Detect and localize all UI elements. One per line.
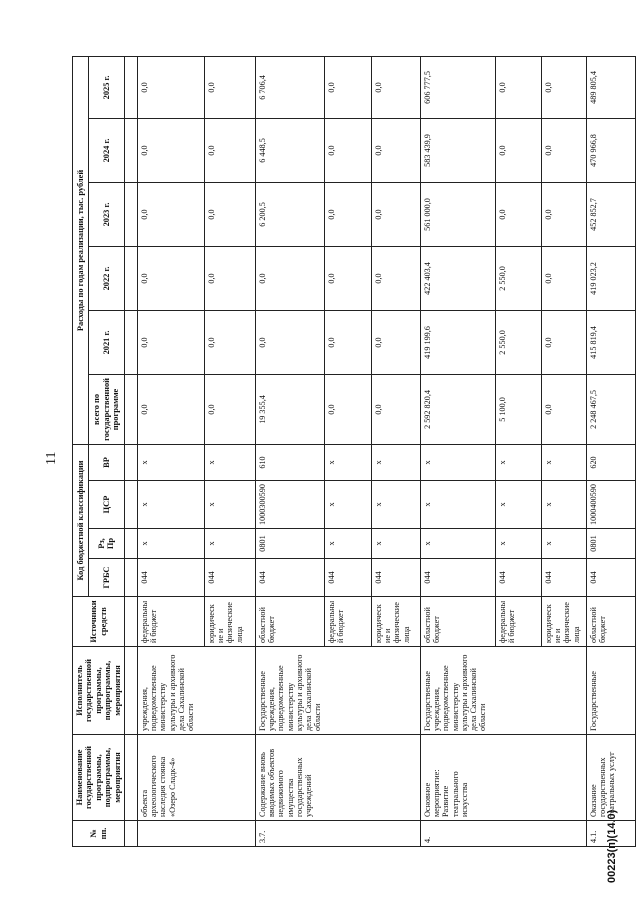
- cell-2022: 0,0: [542, 246, 587, 310]
- cell-rzpr: х: [205, 529, 256, 559]
- cell-source: областной бюджет: [587, 597, 636, 647]
- cell-executor: учреждения, подведомственные министерству культуры и архивного дела Сахалинской области: [138, 647, 256, 735]
- cell-csr: х: [138, 481, 205, 529]
- cell-2022: 0,0: [138, 246, 205, 310]
- cell-2021: 0,0: [372, 310, 421, 374]
- cell-grbs: 044: [587, 559, 636, 597]
- cell-executor: Государственные учреждения, подведомственные министерству культуры и архивного дела Сахалинской области: [421, 647, 587, 735]
- cell-vr: х: [325, 444, 372, 480]
- cell-rzpr: х: [421, 529, 496, 559]
- header-name: Наименование государственной программы, подпрограммы, мероприятия: [73, 735, 125, 821]
- cell-2022: 0,0: [325, 246, 372, 310]
- cell-2021: 419 199,6: [421, 310, 496, 374]
- cell-rzpr: х: [372, 529, 421, 559]
- cell-csr: х: [325, 481, 372, 529]
- cell-grbs: 044: [542, 559, 587, 597]
- cell-rzpr: х: [325, 529, 372, 559]
- page-number: 11: [44, 451, 59, 465]
- cell-vr: х: [138, 444, 205, 480]
- cell-2021: 2 550,0: [496, 310, 542, 374]
- cell-grbs: 044: [372, 559, 421, 597]
- cell-rzpr: х: [496, 529, 542, 559]
- cell-2024: 0,0: [542, 118, 587, 182]
- cell-source: юридические и физические лица: [205, 597, 256, 647]
- cell-source: областной бюджет: [421, 597, 496, 647]
- cell-total: 2 592 820,4: [421, 374, 496, 444]
- cell-2023: 0,0: [138, 182, 205, 246]
- cell-2021: 0,0: [205, 310, 256, 374]
- cell-source: областной бюджет: [256, 597, 325, 647]
- header-source: Источники средств: [73, 597, 125, 647]
- cell-2024: 583 439,9: [421, 118, 496, 182]
- cell-2023: 0,0: [542, 182, 587, 246]
- cell-name: Содержание вновь вводимых объектов недвижимого имущества государственных учреждений: [256, 735, 421, 821]
- cell-csr: 1000300590: [256, 481, 325, 529]
- cell-2024: 0,0: [372, 118, 421, 182]
- cell-num: 3.7.: [256, 821, 421, 847]
- header-vr: ВР: [88, 444, 124, 480]
- header-2024: 2024 г.: [88, 118, 124, 182]
- cell-total: 0,0: [205, 374, 256, 444]
- cell-grbs: 044: [325, 559, 372, 597]
- cell-grbs: 044: [256, 559, 325, 597]
- table-row: [138, 56, 205, 846]
- header-grbs: ГРБС: [88, 559, 124, 597]
- cell-2025: 0,0: [542, 56, 587, 118]
- cell-csr: х: [542, 481, 587, 529]
- cell-rzpr: 0801: [256, 529, 325, 559]
- cell-total: 5 100,0: [496, 374, 542, 444]
- cell-2025: 606 777,5: [421, 56, 496, 118]
- cell-2022: 2 550,0: [496, 246, 542, 310]
- cell-total: 0,0: [138, 374, 205, 444]
- cell-2023: 0,0: [496, 182, 542, 246]
- cell-rzpr: 0801: [587, 529, 636, 559]
- cell-source: юридические и физические лица: [542, 597, 587, 647]
- cell-2024: 0,0: [138, 118, 205, 182]
- cell-2023: 0,0: [372, 182, 421, 246]
- cell-2025: 489 805,4: [587, 56, 636, 118]
- cell-2025: 0,0: [372, 56, 421, 118]
- cell-2024: 470 966,8: [587, 118, 636, 182]
- spacer-row: [125, 56, 138, 846]
- cell-2021: 0,0: [542, 310, 587, 374]
- cell-vr: х: [205, 444, 256, 480]
- cell-csr: х: [205, 481, 256, 529]
- cell-source: федеральный бюджет: [325, 597, 372, 647]
- cell-source: юридические и физические лица: [372, 597, 421, 647]
- cell-num: 4.1.: [587, 821, 636, 847]
- cell-executor: Государственные учреждения, подведомственные министерству культуры и архивного дела Сахалинской области: [256, 647, 421, 735]
- cell-csr: х: [496, 481, 542, 529]
- cell-2022: 0,0: [205, 246, 256, 310]
- cell-vr: х: [372, 444, 421, 480]
- cell-num: [138, 821, 256, 847]
- cell-name: Основное мероприятие: Развитие театрального искусства: [421, 735, 587, 821]
- expenditure-table: [72, 56, 636, 847]
- cell-vr: х: [496, 444, 542, 480]
- cell-2021: 0,0: [138, 310, 205, 374]
- cell-name: объекта археологического наследия стоянка «Озеро Сладк-4»: [138, 735, 256, 821]
- cell-vr: х: [542, 444, 587, 480]
- cell-2025: 0,0: [325, 56, 372, 118]
- cell-grbs: 044: [421, 559, 496, 597]
- cell-2022: 0,0: [372, 246, 421, 310]
- cell-num: 4.: [421, 821, 587, 847]
- header-2021: 2021 г.: [88, 310, 124, 374]
- cell-vr: х: [421, 444, 496, 480]
- cell-rzpr: х: [138, 529, 205, 559]
- cell-vr: 610: [256, 444, 325, 480]
- cell-grbs: 044: [138, 559, 205, 597]
- cell-2022: 0,0: [256, 246, 325, 310]
- header-num: № пп.: [73, 821, 125, 847]
- cell-2025: 0,0: [205, 56, 256, 118]
- header-budget-code-group: Код бюджетной классификации: [73, 444, 89, 596]
- cell-total: 2 248 467,5: [587, 374, 636, 444]
- cell-csr: 1000400590: [587, 481, 636, 529]
- cell-vr: 620: [587, 444, 636, 480]
- cell-2023: 561 000,0: [421, 182, 496, 246]
- document-code: 00223(п)(14.0): [606, 809, 618, 883]
- header-executor: Исполнитель государственной программы, подпрограммы, мероприятия: [73, 647, 125, 735]
- cell-2024: 0,0: [496, 118, 542, 182]
- cell-rzpr: х: [542, 529, 587, 559]
- header-2025: 2025 г.: [88, 56, 124, 118]
- cell-2021: 415 819,4: [587, 310, 636, 374]
- cell-2021: 0,0: [325, 310, 372, 374]
- header-row-top: [73, 56, 89, 846]
- cell-csr: х: [372, 481, 421, 529]
- cell-executor: Государственные: [587, 647, 636, 735]
- cell-total: 0,0: [372, 374, 421, 444]
- cell-2022: 419 023,2: [587, 246, 636, 310]
- cell-2025: 0,0: [496, 56, 542, 118]
- cell-2022: 422 403,4: [421, 246, 496, 310]
- cell-csr: х: [421, 481, 496, 529]
- header-expenses-group: Расходы по годам реализации, тыс. рублей: [73, 56, 89, 444]
- cell-2023: 0,0: [325, 182, 372, 246]
- cell-2025: 0,0: [138, 56, 205, 118]
- cell-2024: 6 448,5: [256, 118, 325, 182]
- cell-2023: 6 200,5: [256, 182, 325, 246]
- header-total: всего по государственной программе: [88, 374, 124, 444]
- table-row: [587, 56, 636, 846]
- cell-source: федеральный бюджет: [496, 597, 542, 647]
- table-row: [421, 56, 496, 846]
- cell-2023: 0,0: [205, 182, 256, 246]
- cell-2025: 6 706,4: [256, 56, 325, 118]
- cell-2023: 452 852,7: [587, 182, 636, 246]
- cell-total: 0,0: [325, 374, 372, 444]
- cell-source: федеральный бюджет: [138, 597, 205, 647]
- cell-2024: 0,0: [205, 118, 256, 182]
- cell-2024: 0,0: [325, 118, 372, 182]
- header-csr: ЦСР: [88, 481, 124, 529]
- cell-grbs: 044: [496, 559, 542, 597]
- header-2023: 2023 г.: [88, 182, 124, 246]
- cell-2021: 0,0: [256, 310, 325, 374]
- header-2022: 2022 г.: [88, 246, 124, 310]
- cell-total: 0,0: [542, 374, 587, 444]
- cell-total: 19 355,4: [256, 374, 325, 444]
- cell-grbs: 044: [205, 559, 256, 597]
- header-rzpr: Рз, Пр: [88, 529, 124, 559]
- cell-name: Оказание государственных театральных услуг: [587, 735, 636, 821]
- table-row: [256, 56, 325, 846]
